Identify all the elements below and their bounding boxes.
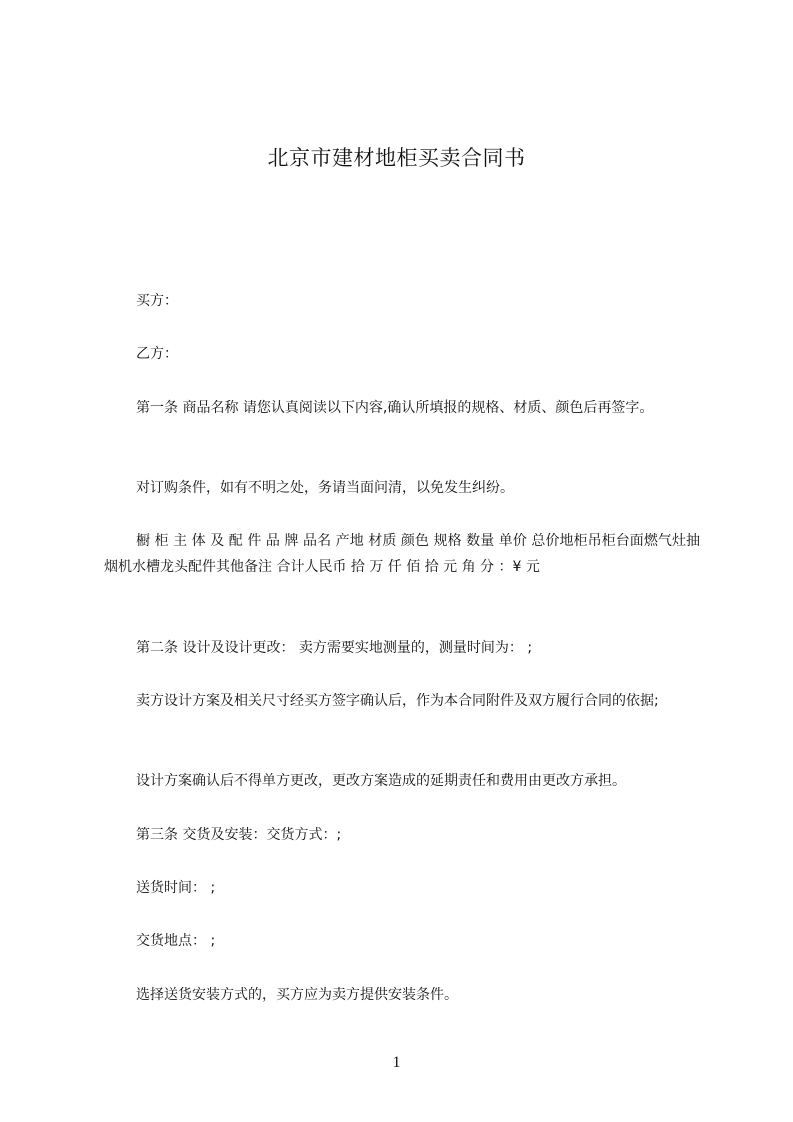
paragraph-article-3: 第三条 交货及安装：交货方式：; <box>136 827 342 843</box>
paragraph-article-2: 第二条 设计及设计更改： 卖方需要实地测量的，测量时间为： ; <box>136 640 533 656</box>
paragraph-party-b: 乙方： <box>136 346 178 362</box>
paragraph-design-confirmation: 卖方设计方案及相关尺寸经买方签字确认后，作为本合同附件及双方履行合同的依据; <box>136 693 659 709</box>
paragraph-delivery-time: 送货时间： ; <box>136 880 216 896</box>
paragraph-article-1: 第一条 商品名称 请您认真阅读以下内容,确认所填报的规格、材质、颜色后再签字。 <box>136 400 654 416</box>
page-number: 1 <box>392 1054 401 1071</box>
paragraph-product-table-text: 橱 柜 主 体 及 配 件 品 牌 品名 产地 材质 颜色 规格 数量 单价 总价地柜吊柜台面燃气灶抽烟机水槽龙头配件其他备注 合计人民币 拾 万 仟 佰 拾 元 角 分 ：¥ 元 <box>104 533 700 575</box>
document-title: 北京市建材地柜买卖合同书 <box>267 146 526 170</box>
paragraph-order-conditions: 对订购条件，如有不明之处，务请当面问清，以免发生纠纷。 <box>136 480 514 496</box>
paragraph-buyer: 买方： <box>136 293 178 309</box>
paragraph-installation-conditions: 选择送货安装方式的，买方应为卖方提供安装条件。 <box>136 987 458 1003</box>
paragraph-delivery-location: 交货地点： ; <box>136 933 216 949</box>
paragraph-design-change: 设计方案确认后不得单方更改，更改方案造成的延期责任和费用由更改方承担。 <box>136 773 626 789</box>
